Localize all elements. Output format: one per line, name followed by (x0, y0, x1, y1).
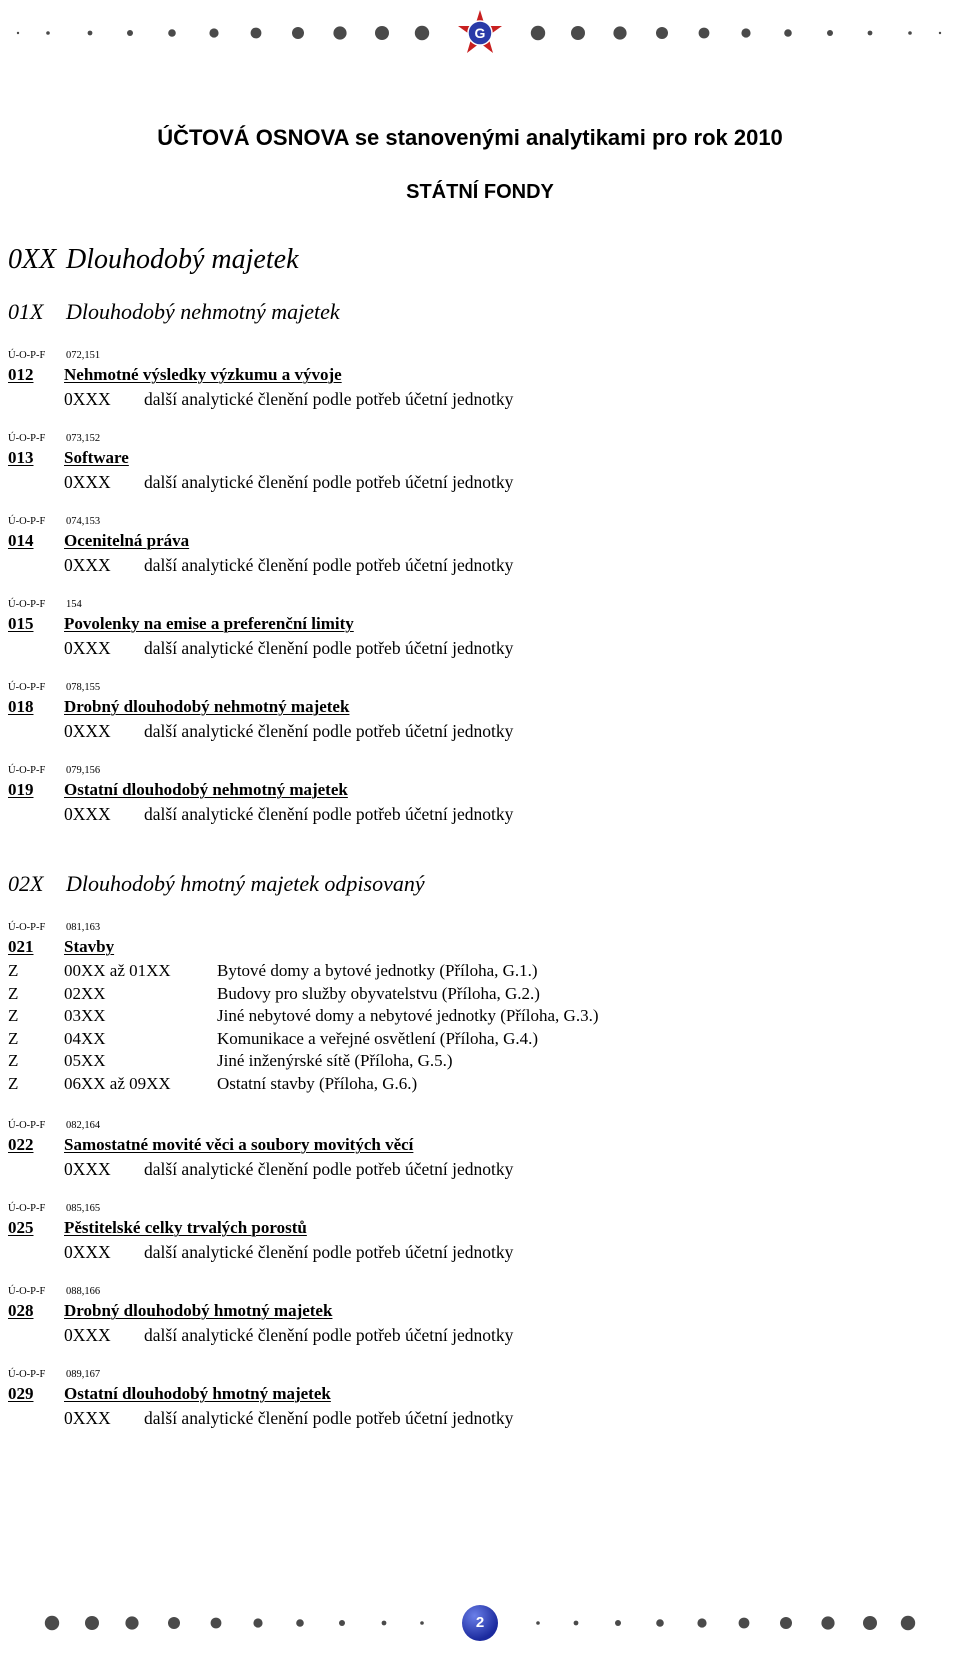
class-code: 0XX (8, 244, 57, 275)
z-marker: Z (8, 1028, 19, 1048)
account-heading (8, 1216, 908, 1241)
uopf-label: Ú-O-P-F (8, 1286, 46, 1297)
uopf-label: Ú-O-P-F (8, 350, 46, 361)
account-uopf (8, 763, 908, 778)
z-text: Komunikace a veřejné osvětlení (Příloha, G.4.) (217, 1028, 539, 1048)
account-name: Povolenky na emise a preferenční limity (64, 614, 354, 633)
account-name: Nehmotné výsledky výzkumu a vývoje (64, 365, 342, 384)
account-heading (8, 612, 908, 637)
z-range: 04XX (64, 1028, 106, 1048)
uopf-refs: 088,166 (66, 1286, 101, 1297)
account-code: 015 (8, 614, 34, 633)
uopf-label: Ú-O-P-F (8, 1369, 46, 1380)
z-marker: Z (8, 983, 19, 1003)
account-uopf (8, 597, 908, 612)
z-range: 06XX až 09XX (64, 1073, 171, 1093)
account-block-029 (8, 1367, 908, 1429)
group-heading (8, 299, 340, 325)
analytic-code: 0XXX (64, 804, 111, 824)
account-uopf (8, 1367, 908, 1382)
account-block-028 (8, 1284, 908, 1346)
analytic-row (8, 388, 908, 410)
z-row (8, 983, 908, 1006)
account-name: Drobný dlouhodobý nehmotný majetek (64, 697, 350, 716)
z-text: Jiné inženýrské sítě (Příloha, G.5.) (217, 1051, 453, 1070)
account-uopf (8, 1201, 908, 1216)
group-name: Dlouhodobý hmotný majetek odpisovaný (66, 871, 425, 896)
z-row (8, 960, 908, 983)
z-marker: Z (8, 961, 19, 980)
analytic-row (8, 803, 908, 825)
analytic-row (8, 637, 908, 659)
account-code: 025 (8, 1218, 34, 1237)
account-heading (8, 1382, 908, 1407)
account-name: Software (64, 448, 129, 467)
uopf-refs: 074,153 (66, 516, 101, 527)
z-text: Budovy pro služby obyvatelstvu (Příloha, G.2.) (217, 983, 540, 1003)
account-heading (8, 363, 908, 388)
account-name: Drobný dlouhodobý hmotný majetek (64, 1301, 333, 1320)
account-name: Samostatné movité věci a soubory movitých věcí (64, 1135, 414, 1154)
uopf-refs: 079,156 (66, 765, 101, 776)
account-block-025 (8, 1201, 908, 1263)
account-uopf (8, 1118, 908, 1133)
account-block-019 (8, 763, 908, 825)
account-name: Ostatní dlouhodobý hmotný majetek (64, 1384, 331, 1403)
uopf-label: Ú-O-P-F (8, 1203, 46, 1214)
z-marker: Z (8, 1006, 19, 1025)
analytic-text: další analytické členění podle potřeb účetní jednotky (144, 1325, 514, 1345)
analytic-code: 0XXX (64, 1242, 111, 1262)
page-subtitle: STÁTNÍ FONDY (406, 181, 554, 203)
account-code: 029 (8, 1384, 34, 1403)
uopf-label: Ú-O-P-F (8, 922, 46, 933)
analytic-text: další analytické členění podle potřeb účetní jednotky (144, 1159, 514, 1179)
account-uopf (8, 514, 908, 529)
account-heading (8, 935, 908, 960)
analytic-text: další analytické členění podle potřeb účetní jednotky (144, 721, 514, 741)
page-number: 2 (462, 1605, 498, 1641)
uopf-refs: 078,155 (66, 682, 101, 693)
account-heading (8, 1299, 908, 1324)
analytic-row (8, 1241, 908, 1263)
z-marker: Z (8, 1073, 19, 1093)
account-block-012 (8, 348, 908, 410)
class-name: Dlouhodobý majetek (66, 244, 299, 275)
z-text: Ostatní stavby (Příloha, G.6.) (217, 1073, 418, 1093)
analytic-row (8, 1324, 908, 1346)
analytic-code: 0XXX (64, 555, 111, 575)
analytic-text: další analytické členění podle potřeb účetní jednotky (144, 472, 514, 492)
z-text: Jiné nebytové domy a nebytové jednotky (Příloha, G.3.) (217, 1006, 599, 1025)
account-code: 014 (8, 531, 34, 550)
analytic-text: další analytické členění podle potřeb účetní jednotky (144, 389, 514, 409)
analytic-row (8, 471, 908, 493)
account-block-018 (8, 680, 908, 742)
z-marker: Z (8, 1051, 19, 1070)
analytic-row (8, 720, 908, 742)
account-code: 021 (8, 937, 34, 956)
account-code: 012 (8, 365, 34, 384)
uopf-label: Ú-O-P-F (8, 433, 46, 444)
uopf-refs: 089,167 (66, 1369, 101, 1380)
uopf-refs: 072,151 (66, 350, 101, 361)
analytic-code: 0XXX (64, 389, 111, 409)
analytic-row (8, 1407, 908, 1429)
z-row (8, 1028, 908, 1051)
account-uopf (8, 1284, 908, 1299)
uopf-label: Ú-O-P-F (8, 765, 46, 776)
svg-text:G: G (474, 25, 486, 41)
uopf-label: Ú-O-P-F (8, 1120, 46, 1131)
account-name: Stavby (64, 937, 115, 956)
analytic-text: další analytické členění podle potřeb účetní jednotky (144, 804, 514, 824)
account-block-013 (8, 431, 908, 493)
g-star-logo-icon (455, 8, 505, 58)
analytic-row (8, 554, 908, 576)
group-name: Dlouhodobý nehmotný majetek (66, 299, 340, 324)
account-heading (8, 695, 908, 720)
z-row (8, 1005, 908, 1028)
analytic-code: 0XXX (64, 1159, 111, 1179)
analytic-code: 0XXX (64, 1325, 111, 1345)
uopf-label: Ú-O-P-F (8, 682, 46, 693)
analytic-code: 0XXX (64, 1408, 111, 1428)
account-block-014 (8, 514, 908, 576)
account-code: 022 (8, 1135, 34, 1154)
z-row (8, 1073, 908, 1096)
account-name: Ostatní dlouhodobý nehmotný majetek (64, 780, 348, 799)
analytic-text: další analytické členění podle potřeb účetní jednotky (144, 638, 514, 658)
analytic-text: další analytické členění podle potřeb účetní jednotky (144, 1408, 514, 1428)
uopf-refs: 082,164 (66, 1120, 101, 1131)
z-range: 00XX až 01XX (64, 961, 171, 980)
group-code: 02X (8, 871, 44, 896)
account-heading (8, 446, 908, 471)
z-range: 02XX (64, 983, 106, 1003)
account-block-015 (8, 597, 908, 659)
z-text: Bytové domy a bytové jednotky (Příloha, G.1.) (217, 961, 538, 980)
account-code: 013 (8, 448, 34, 467)
uopf-refs: 073,152 (66, 433, 101, 444)
account-uopf (8, 348, 908, 363)
uopf-refs: 085,165 (66, 1203, 101, 1214)
account-code: 018 (8, 697, 34, 716)
account-uopf (8, 920, 908, 935)
account-name: Ocenitelná práva (64, 531, 190, 550)
uopf-label: Ú-O-P-F (8, 599, 46, 610)
analytic-code: 0XXX (64, 472, 111, 492)
group-heading (8, 871, 425, 897)
page-title: ÚČTOVÁ OSNOVA se stanovenými analytikami pro rok 2010 (157, 125, 783, 150)
analytic-text: další analytické členění podle potřeb účetní jednotky (144, 555, 514, 575)
analytic-code: 0XXX (64, 721, 111, 741)
account-block-021 (8, 920, 908, 1095)
account-uopf (8, 431, 908, 446)
account-heading (8, 1133, 908, 1158)
account-heading (8, 529, 908, 554)
analytic-text: další analytické členění podle potřeb účetní jednotky (144, 1242, 514, 1262)
class-heading (8, 244, 299, 276)
uopf-label: Ú-O-P-F (8, 516, 46, 527)
uopf-refs: 081,163 (66, 922, 101, 933)
account-code: 028 (8, 1301, 34, 1320)
account-block-022 (8, 1118, 908, 1180)
account-heading (8, 778, 908, 803)
z-range: 03XX (64, 1006, 106, 1025)
account-uopf (8, 680, 908, 695)
z-row (8, 1050, 908, 1073)
analytic-code: 0XXX (64, 638, 111, 658)
group-code: 01X (8, 299, 44, 324)
account-name: Pěstitelské celky trvalých porostů (64, 1218, 307, 1237)
uopf-refs: 154 (66, 599, 82, 610)
analytic-row (8, 1158, 908, 1180)
z-range: 05XX (64, 1051, 106, 1070)
account-code: 019 (8, 780, 34, 799)
